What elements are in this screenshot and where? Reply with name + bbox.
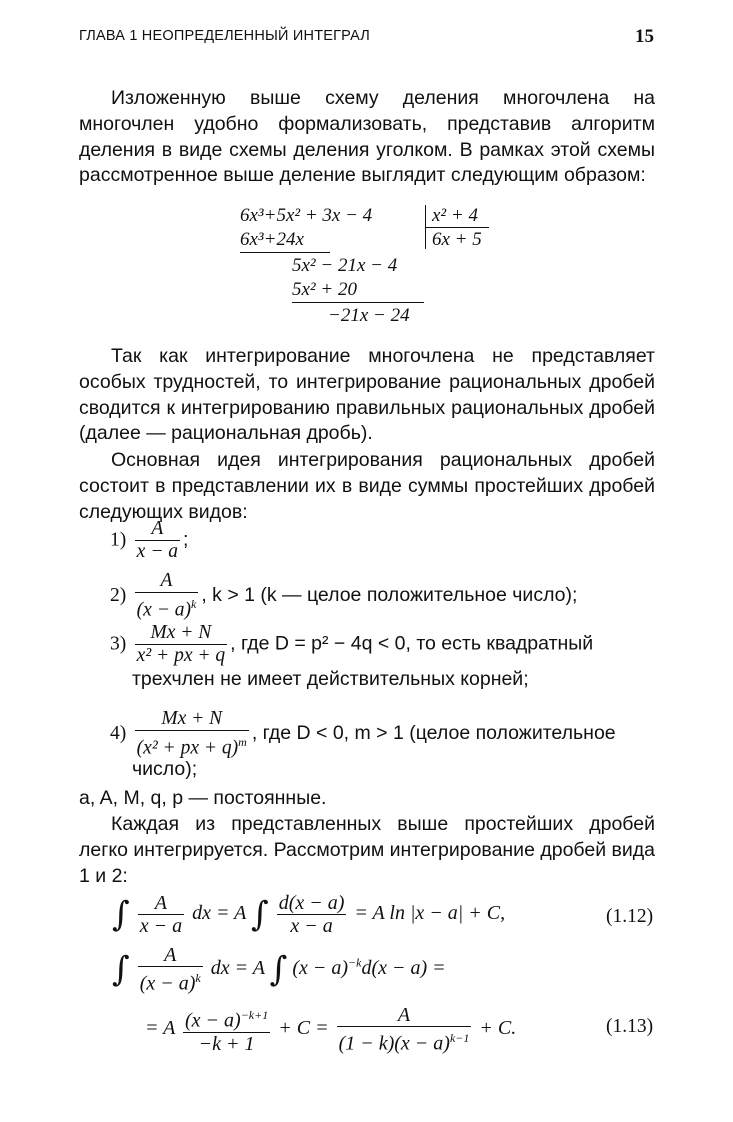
paragraph-integration: Каждая из представленных выше простейших дробей легко интегрируется. Рассмотрим интегрирование дробей вида 1 и 2: [79, 813, 655, 887]
fraction: $\frac{Mx + N}{\text{x² + px + q}}$ [136, 622, 226, 666]
page-number: 15 [635, 26, 654, 47]
equation-1-13-line-2: = A $\frac{(x - a)^{-k+1}}{-k + 1}$ + C = $\frac{A}{(1 - k)(x - a)^{k-1}}$ + C. [145, 1004, 517, 1055]
divisor: x² + 4 [432, 205, 478, 226]
division-bracket-horizontal [425, 227, 489, 228]
integral-sign: ∫ [269, 949, 288, 990]
fraction-type-4-continued: число); [132, 758, 198, 780]
second-product: 5x² + 20 [292, 279, 357, 300]
division-rule-2 [292, 302, 424, 303]
paragraph-division-scheme: Изложенную выше схему деления многочлена на многочлен удобно формализовать, представив алгоритм деления в виде схемы деления уголком. В рамках этой схемы рассмотренное выше деление выглядит следующим образом: [79, 87, 655, 187]
fraction: $\frac{Mx + N}{(x^2 + px + q)^m}$ [136, 708, 247, 759]
dividend: 6x³+5x² + 3x − 4 [240, 205, 373, 226]
first-product: 6x³+24x [240, 229, 304, 250]
fraction-type-3-continued: трехчлен не имеет действительных корней; [132, 668, 529, 690]
paragraph-main-idea: Основная идея интегрирования рациональных дробей состоит в представлении их в виде суммы простейших дробей следующих видов: [79, 449, 655, 523]
page-header [79, 28, 654, 52]
integral-sign: ∫ [250, 894, 269, 935]
division-rule-1 [240, 252, 330, 253]
fraction-type-4: 4) $\frac{Mx + N}{(x^2 + px + q)^m}$ , где D < 0, m > 1 (целое положительное [110, 708, 616, 759]
fraction-type-2: 2) $\frac{A}{(x - a)^k}$ , k > 1 (k — целое положительное число); [110, 570, 578, 621]
equation-number-1-13: (1.13) [606, 1016, 654, 1037]
running-title: ГЛАВА 1 НЕОПРЕДЕЛЕННЫЙ ИНТЕГРАЛ [79, 28, 370, 44]
fraction-type-3: 3) $\frac{Mx + N}{\text{x² + px + q}}$ , где D = p² − 4q < 0, то есть квадратный [110, 622, 594, 666]
equation-1-13-line-1: ∫ $\frac{A}{(x - a)^k}$ dx = A ∫ $(x - a)^{-k}d(x - a)$ = [112, 944, 446, 995]
paragraph-rational-fractions: Так как интегрирование многочлена не представляет особых трудностей, то интегрирование рациональных дробей сводится к интегрированию правильных рациональных дробей (далее — рациональная дробь). [79, 345, 655, 445]
long-division [240, 205, 500, 330]
constants-note: a, A, M, q, p — постоянные. [79, 787, 327, 809]
quotient: 6x + 5 [432, 229, 482, 250]
remainder-1: 5x² − 21x − 4 [292, 255, 398, 276]
remainder-2: −21x − 24 [328, 305, 410, 326]
integral-sign: ∫ [112, 949, 130, 990]
equation-1-12: ∫ $\frac{A}{x - a}$ dx = A ∫ $\frac{d(x - a)}{x - a}$ = A ln |x − a| + C, [112, 892, 506, 937]
fraction: $\frac{A}{(x - a)^k}$ [136, 570, 197, 621]
fraction: $\frac{A}{x - a}$ [136, 518, 178, 562]
equation-number-1-12: (1.12) [606, 906, 654, 927]
fraction-type-1: 1) $\frac{A}{x - a}$ ; [110, 518, 189, 562]
integral-sign: ∫ [112, 894, 130, 935]
